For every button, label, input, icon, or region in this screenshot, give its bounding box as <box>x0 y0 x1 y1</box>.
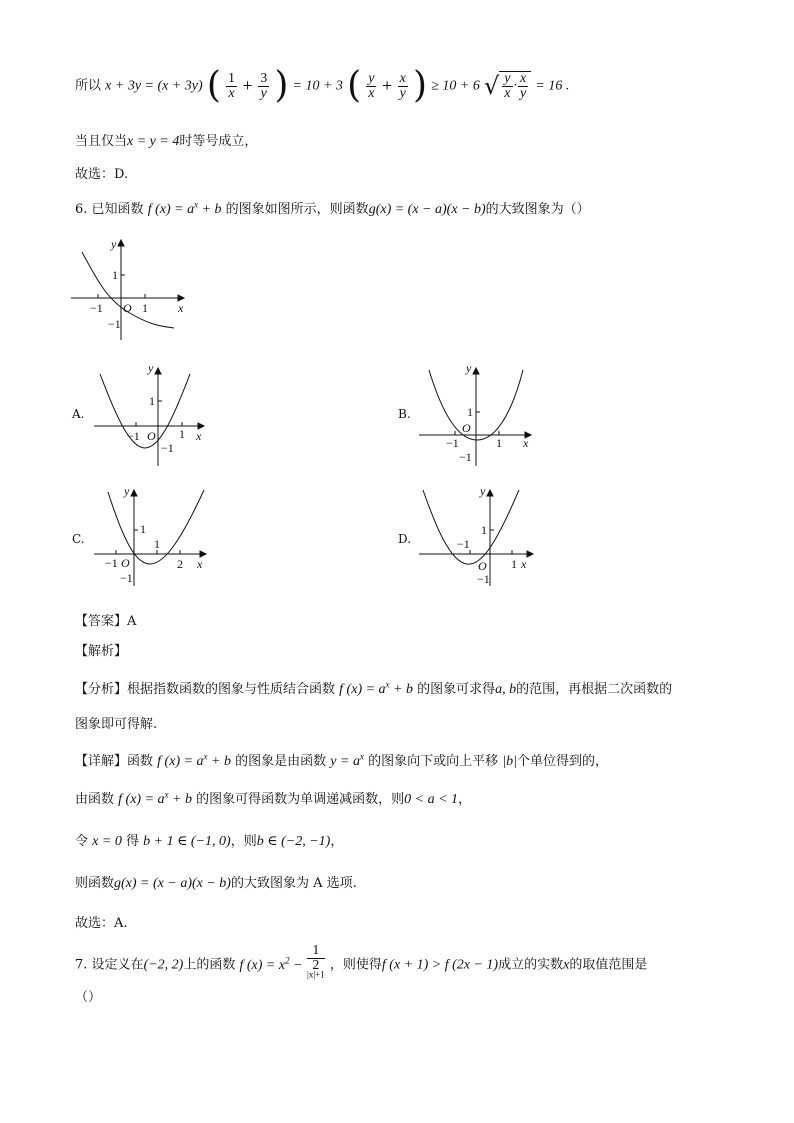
svg-text:−1: −1 <box>161 441 174 455</box>
svg-text:x: x <box>178 301 184 315</box>
math-expr-b: = 10 + 3 <box>292 78 343 94</box>
paren-close-2: ) <box>413 65 428 106</box>
q6-g-expr: g(x) = (x − a)(x − b) <box>368 202 486 217</box>
svg-text:−1: −1 <box>457 537 470 551</box>
fenxi-text-3: 的范围，再根据二次函数的 <box>516 682 673 697</box>
question-6 <box>75 198 590 218</box>
xiangjie-line-1 <box>75 750 608 770</box>
text-when: 当且仅当 <box>75 134 128 149</box>
text-prefix: 所以 <box>75 78 102 94</box>
svg-text:1: 1 <box>179 427 185 441</box>
fraction-y-over-x: $\frac{y}{x}$ <box>368 70 375 101</box>
fenxi-tag: 【分析】 <box>75 682 128 697</box>
paren-open: ( <box>206 65 221 106</box>
svg-text:2: 2 <box>177 557 183 571</box>
svg-text:O: O <box>123 301 132 315</box>
svg-text:1: 1 <box>142 301 148 315</box>
fenxi-text-1: 根据指数函数的图象与性质结合函数 <box>127 682 336 697</box>
svg-text:−1: −1 <box>120 571 133 585</box>
svg-text:O: O <box>478 559 487 573</box>
solution-line-2 <box>75 130 257 150</box>
svg-text:−1: −1 <box>446 436 459 450</box>
given-graph <box>68 232 192 344</box>
svg-text:1: 1 <box>511 557 517 571</box>
xiangjie-text-3: 的图象向下或向上平移 <box>368 754 499 769</box>
q6-text-pre: 已知函数 <box>91 202 144 217</box>
svg-text:y: y <box>466 361 472 375</box>
answer-tag: 【答案】 <box>75 614 128 629</box>
sqrt-sign: √ <box>484 72 500 100</box>
q7-interval: (−2, 2) <box>143 957 184 973</box>
option-c-label[interactable]: C. <box>72 532 85 546</box>
option-a-graph[interactable] <box>90 360 210 470</box>
svg-text:x: x <box>197 557 203 571</box>
fenxi-line-1 <box>75 678 672 698</box>
svg-text:y: y <box>148 361 154 375</box>
svg-text:1: 1 <box>467 405 473 419</box>
q7-text-post2: 的取值范围是 <box>569 957 648 973</box>
q7-text-pre: 设定义在 <box>91 957 144 973</box>
option-d-label[interactable]: D. <box>398 532 412 546</box>
final-choice-line: 故选：A. <box>75 916 128 931</box>
svg-text:1: 1 <box>140 522 146 536</box>
mono-text-2: 的图象可得函数为单调递减函数，则 <box>196 792 405 807</box>
svg-text:1: 1 <box>481 523 487 537</box>
ling-b-plus-one: b + 1 ∈ (−1, 0) <box>143 834 231 849</box>
fraction-x-over-y: $\frac{x}{y}$ <box>399 70 406 101</box>
paren-close: ) <box>274 65 289 106</box>
svg-text:1: 1 <box>112 268 118 282</box>
svg-text:−1: −1 <box>90 301 103 315</box>
mono-f-expr: f $(x) = a^x + b$ <box>118 789 192 807</box>
q7-f-expr: f $(x) = x^2$ − 1 2 $^{|x|+1}$ <box>239 943 325 980</box>
let-x-zero-line <box>75 830 343 850</box>
svg-text:1: 1 <box>154 537 160 551</box>
question-number: 6. <box>75 202 88 217</box>
ze-text-1: 则函数 <box>75 876 115 891</box>
answer-line <box>75 610 136 629</box>
xiangjie-text-2: 的图象是由函数 <box>235 754 327 769</box>
fenxi-text-2: 的图象可求得 <box>417 682 496 697</box>
svg-text:O: O <box>462 421 471 435</box>
text-holds: 时等号成立， <box>179 134 258 149</box>
option-b-graph[interactable] <box>415 360 537 470</box>
xiangjie-text-4: 个单位得到的， <box>516 754 608 769</box>
answer-value: A <box>127 614 137 629</box>
q6-text-post: 的大致图象为（） <box>485 202 590 217</box>
xiangjie-text-1: 函数 <box>127 754 154 769</box>
svg-text:1: 1 <box>149 394 155 408</box>
option-a-label[interactable]: A. <box>72 407 85 421</box>
xiangjie-f-expr: f $(x) = a^x + b$ <box>157 751 231 769</box>
mono-text-3: ， <box>458 792 472 807</box>
ling-b-range: b ∈ (−2, −1) <box>256 834 331 849</box>
solution-choice-d: 故选：D. <box>75 167 129 182</box>
monotonic-line <box>75 788 471 808</box>
svg-text:x: x <box>523 436 529 450</box>
ze-text-2: 的大致图象为 A 选项. <box>230 876 357 891</box>
q7-inequality: f (x + 1) > f (2x − 1) <box>381 957 499 973</box>
svg-text:x: x <box>196 429 202 443</box>
ling-text-1: 令 <box>75 834 89 849</box>
ling-text-2: 得 <box>125 834 139 849</box>
svg-text:x: x <box>521 557 527 571</box>
svg-text:−1: −1 <box>108 317 121 331</box>
option-b-label[interactable]: B. <box>398 407 411 421</box>
xiangjie-tag: 【详解】 <box>75 754 128 769</box>
q6-text-mid: 的图象如图所示，则函数 <box>225 202 369 217</box>
q7-var: x <box>563 957 570 973</box>
fraction-1-over-x: $\frac{1}{x}$ <box>228 70 236 101</box>
question-7 <box>75 944 647 987</box>
ling-x-zero: x = 0 <box>92 834 122 849</box>
xiangjie-abs-b: |b| <box>502 754 517 769</box>
paren-open-2: ( <box>347 65 362 106</box>
option-d-graph[interactable] <box>415 484 539 590</box>
mono-condition: 0 < a < 1 <box>404 792 459 807</box>
svg-text:y: y <box>124 484 130 498</box>
ze-g-expr: g(x) = (x − a)(x − b) <box>114 876 231 891</box>
fenxi-f-expr: f $(x) = a^x + b$ <box>339 679 413 697</box>
q7-text-post: 成立的实数 <box>498 957 564 973</box>
question-number-7: 7. <box>75 957 88 973</box>
math-expr-a: x + 3y = (x + 3y) <box>105 78 203 94</box>
xiangjie-y-expr: $y = a^x$ <box>330 751 364 769</box>
math-equality: x = y = 4 <box>127 134 180 149</box>
ling-text-3: ，则 <box>230 834 257 849</box>
svg-text:y: y <box>480 484 486 498</box>
q7-paren: （） <box>75 990 102 1005</box>
ling-text-4: ， <box>330 834 344 849</box>
sqrt-body: $\frac{y}{x}$ · $\frac{x}{y}$ <box>499 71 531 101</box>
svg-text:−1: −1 <box>105 556 118 570</box>
q7-text-mid: 上的函数 <box>183 957 236 973</box>
math-expr-c: ≥ 10 + 6 <box>431 78 480 94</box>
q7-text-mid2: ，则使得 <box>329 957 382 973</box>
svg-text:1: 1 <box>496 436 502 450</box>
fenxi-line-2: 图象即可得解. <box>75 717 158 732</box>
svg-text:−1: −1 <box>127 429 140 443</box>
svg-text:y: y <box>111 237 117 251</box>
fraction-3-over-y: $\frac{3}{y}$ <box>260 70 268 101</box>
mono-text-1: 由函数 <box>75 792 115 807</box>
analysis-heading: 【解析】 <box>75 644 128 659</box>
q6-f-expr: f $(x) = a^x + b$ <box>147 199 222 217</box>
svg-text:−1: −1 <box>459 450 472 464</box>
option-c-graph[interactable] <box>90 484 212 590</box>
svg-text:−1: −1 <box>477 572 490 586</box>
math-expr-d: = 16 . <box>535 78 570 94</box>
fenxi-ab: a, b <box>495 682 517 697</box>
conclusion-line <box>75 872 357 892</box>
solution-line-1: 所以 x + 3y = (x + 3y) ( $\frac{1}{x}$ + $\frac{3}{y}$ ) = 10 + 3 ( $\frac{y}{x}$ + $\frac{x}{y}$ ) ≥ 10 + 6 √ $\frac{y}{x}$ · $\frac{x}{y}$ = 16 . <box>75 65 570 106</box>
svg-text:O: O <box>147 429 156 443</box>
svg-text:O: O <box>121 556 130 570</box>
